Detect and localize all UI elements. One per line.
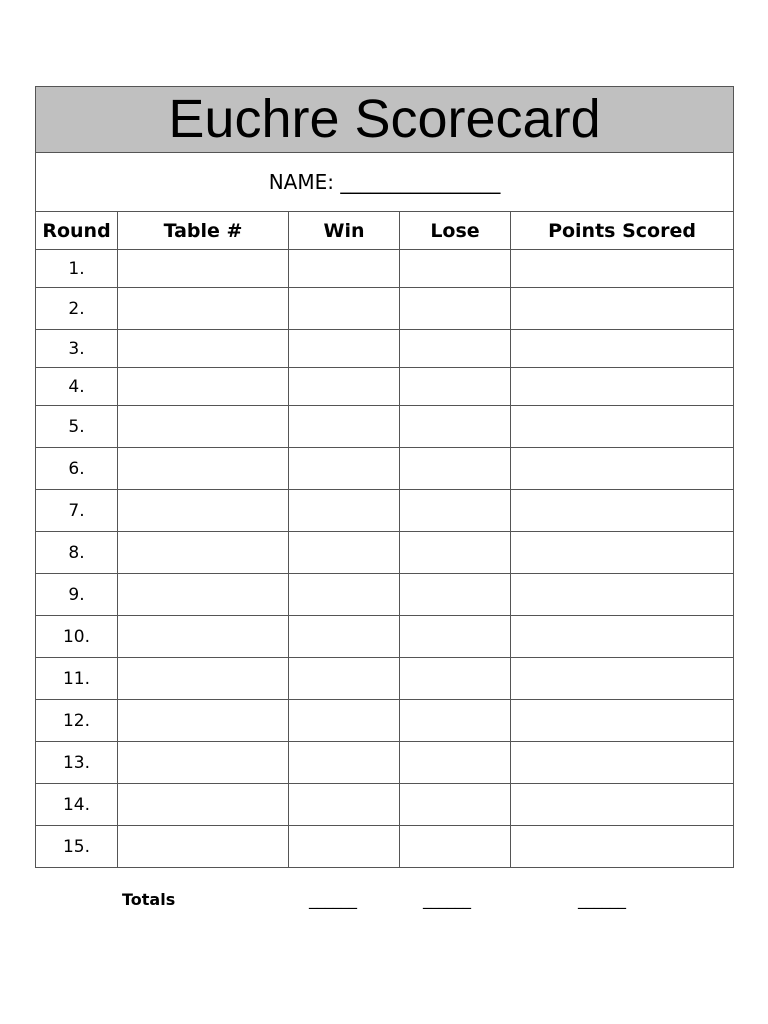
- table-row: [36, 658, 734, 700]
- table-row: [36, 490, 734, 532]
- win-cell[interactable]: [289, 368, 400, 406]
- points-scored-cell[interactable]: [511, 250, 734, 288]
- round-number-cell: 11.: [36, 658, 118, 700]
- round-number-cell: 1.: [36, 250, 118, 288]
- table-number-cell[interactable]: [118, 330, 289, 368]
- table-number-cell[interactable]: [118, 616, 289, 658]
- table-row: [36, 784, 734, 826]
- totals-lose-blank[interactable]: ______: [423, 890, 471, 909]
- round-number-cell: 15.: [36, 826, 118, 868]
- lose-cell[interactable]: [400, 784, 511, 826]
- lose-cell[interactable]: [400, 616, 511, 658]
- round-number-cell: 3.: [36, 330, 118, 368]
- round-number-cell: 13.: [36, 742, 118, 784]
- table-number-cell[interactable]: [118, 574, 289, 616]
- table-row: [36, 330, 734, 368]
- table-row: [36, 448, 734, 490]
- win-cell[interactable]: [289, 448, 400, 490]
- round-number-cell: 6.: [36, 448, 118, 490]
- win-cell[interactable]: [289, 250, 400, 288]
- win-cell[interactable]: [289, 658, 400, 700]
- scorecard-title: Euchre Scorecard: [36, 87, 734, 153]
- win-cell[interactable]: [289, 330, 400, 368]
- points-scored-cell[interactable]: [511, 742, 734, 784]
- totals-points-blank[interactable]: ______: [578, 890, 626, 909]
- lose-cell[interactable]: [400, 658, 511, 700]
- table-row: [36, 742, 734, 784]
- table-number-cell[interactable]: [118, 742, 289, 784]
- name-field[interactable]: NAME: ________________: [36, 153, 734, 212]
- win-cell[interactable]: [289, 826, 400, 868]
- points-scored-cell[interactable]: [511, 784, 734, 826]
- lose-cell[interactable]: [400, 700, 511, 742]
- table-row: [36, 406, 734, 448]
- scorecard-table: [35, 86, 734, 868]
- round-rows: [36, 250, 734, 868]
- lose-cell[interactable]: [400, 532, 511, 574]
- round-number-cell: 8.: [36, 532, 118, 574]
- win-cell[interactable]: [289, 616, 400, 658]
- table-number-cell[interactable]: [118, 368, 289, 406]
- points-scored-cell[interactable]: [511, 574, 734, 616]
- column-header-win: Win: [289, 212, 400, 250]
- lose-cell[interactable]: [400, 368, 511, 406]
- round-number-cell: 10.: [36, 616, 118, 658]
- lose-cell[interactable]: [400, 330, 511, 368]
- lose-cell[interactable]: [400, 826, 511, 868]
- table-number-cell[interactable]: [118, 490, 289, 532]
- table-number-cell[interactable]: [118, 288, 289, 330]
- table-row: [36, 288, 734, 330]
- header-row: [36, 212, 734, 250]
- table-row: [36, 700, 734, 742]
- table-number-cell[interactable]: [118, 826, 289, 868]
- points-scored-cell[interactable]: [511, 658, 734, 700]
- round-number-cell: 9.: [36, 574, 118, 616]
- win-cell[interactable]: [289, 532, 400, 574]
- table-number-cell[interactable]: [118, 448, 289, 490]
- column-header-round: Round: [36, 212, 118, 250]
- table-row: [36, 574, 734, 616]
- points-scored-cell[interactable]: [511, 490, 734, 532]
- column-header-table: Table #: [118, 212, 289, 250]
- points-scored-cell[interactable]: [511, 330, 734, 368]
- table-number-cell[interactable]: [118, 532, 289, 574]
- round-number-cell: 4.: [36, 368, 118, 406]
- win-cell[interactable]: [289, 406, 400, 448]
- round-number-cell: 12.: [36, 700, 118, 742]
- table-number-cell[interactable]: [118, 784, 289, 826]
- table-row: [36, 532, 734, 574]
- win-cell[interactable]: [289, 574, 400, 616]
- points-scored-cell[interactable]: [511, 826, 734, 868]
- win-cell[interactable]: [289, 490, 400, 532]
- table-number-cell[interactable]: [118, 700, 289, 742]
- lose-cell[interactable]: [400, 742, 511, 784]
- win-cell[interactable]: [289, 288, 400, 330]
- points-scored-cell[interactable]: [511, 532, 734, 574]
- table-row: [36, 826, 734, 868]
- table-number-cell[interactable]: [118, 658, 289, 700]
- points-scored-cell[interactable]: [511, 368, 734, 406]
- win-cell[interactable]: [289, 700, 400, 742]
- points-scored-cell[interactable]: [511, 700, 734, 742]
- points-scored-cell[interactable]: [511, 406, 734, 448]
- lose-cell[interactable]: [400, 250, 511, 288]
- lose-cell[interactable]: [400, 406, 511, 448]
- lose-cell[interactable]: [400, 490, 511, 532]
- table-row: [36, 250, 734, 288]
- table-number-cell[interactable]: [118, 406, 289, 448]
- column-header-lose: Lose: [400, 212, 511, 250]
- points-scored-cell[interactable]: [511, 616, 734, 658]
- round-number-cell: 14.: [36, 784, 118, 826]
- round-number-cell: 2.: [36, 288, 118, 330]
- lose-cell[interactable]: [400, 574, 511, 616]
- totals-label: Totals: [122, 890, 176, 909]
- win-cell[interactable]: [289, 784, 400, 826]
- points-scored-cell[interactable]: [511, 448, 734, 490]
- win-cell[interactable]: [289, 742, 400, 784]
- lose-cell[interactable]: [400, 288, 511, 330]
- table-number-cell[interactable]: [118, 250, 289, 288]
- round-number-cell: 7.: [36, 490, 118, 532]
- table-row: [36, 616, 734, 658]
- totals-row: [0, 888, 768, 918]
- totals-win-blank[interactable]: ______: [309, 890, 357, 909]
- round-number-cell: 5.: [36, 406, 118, 448]
- column-header-points: Points Scored: [511, 212, 734, 250]
- points-scored-cell[interactable]: [511, 288, 734, 330]
- table-row: [36, 368, 734, 406]
- lose-cell[interactable]: [400, 448, 511, 490]
